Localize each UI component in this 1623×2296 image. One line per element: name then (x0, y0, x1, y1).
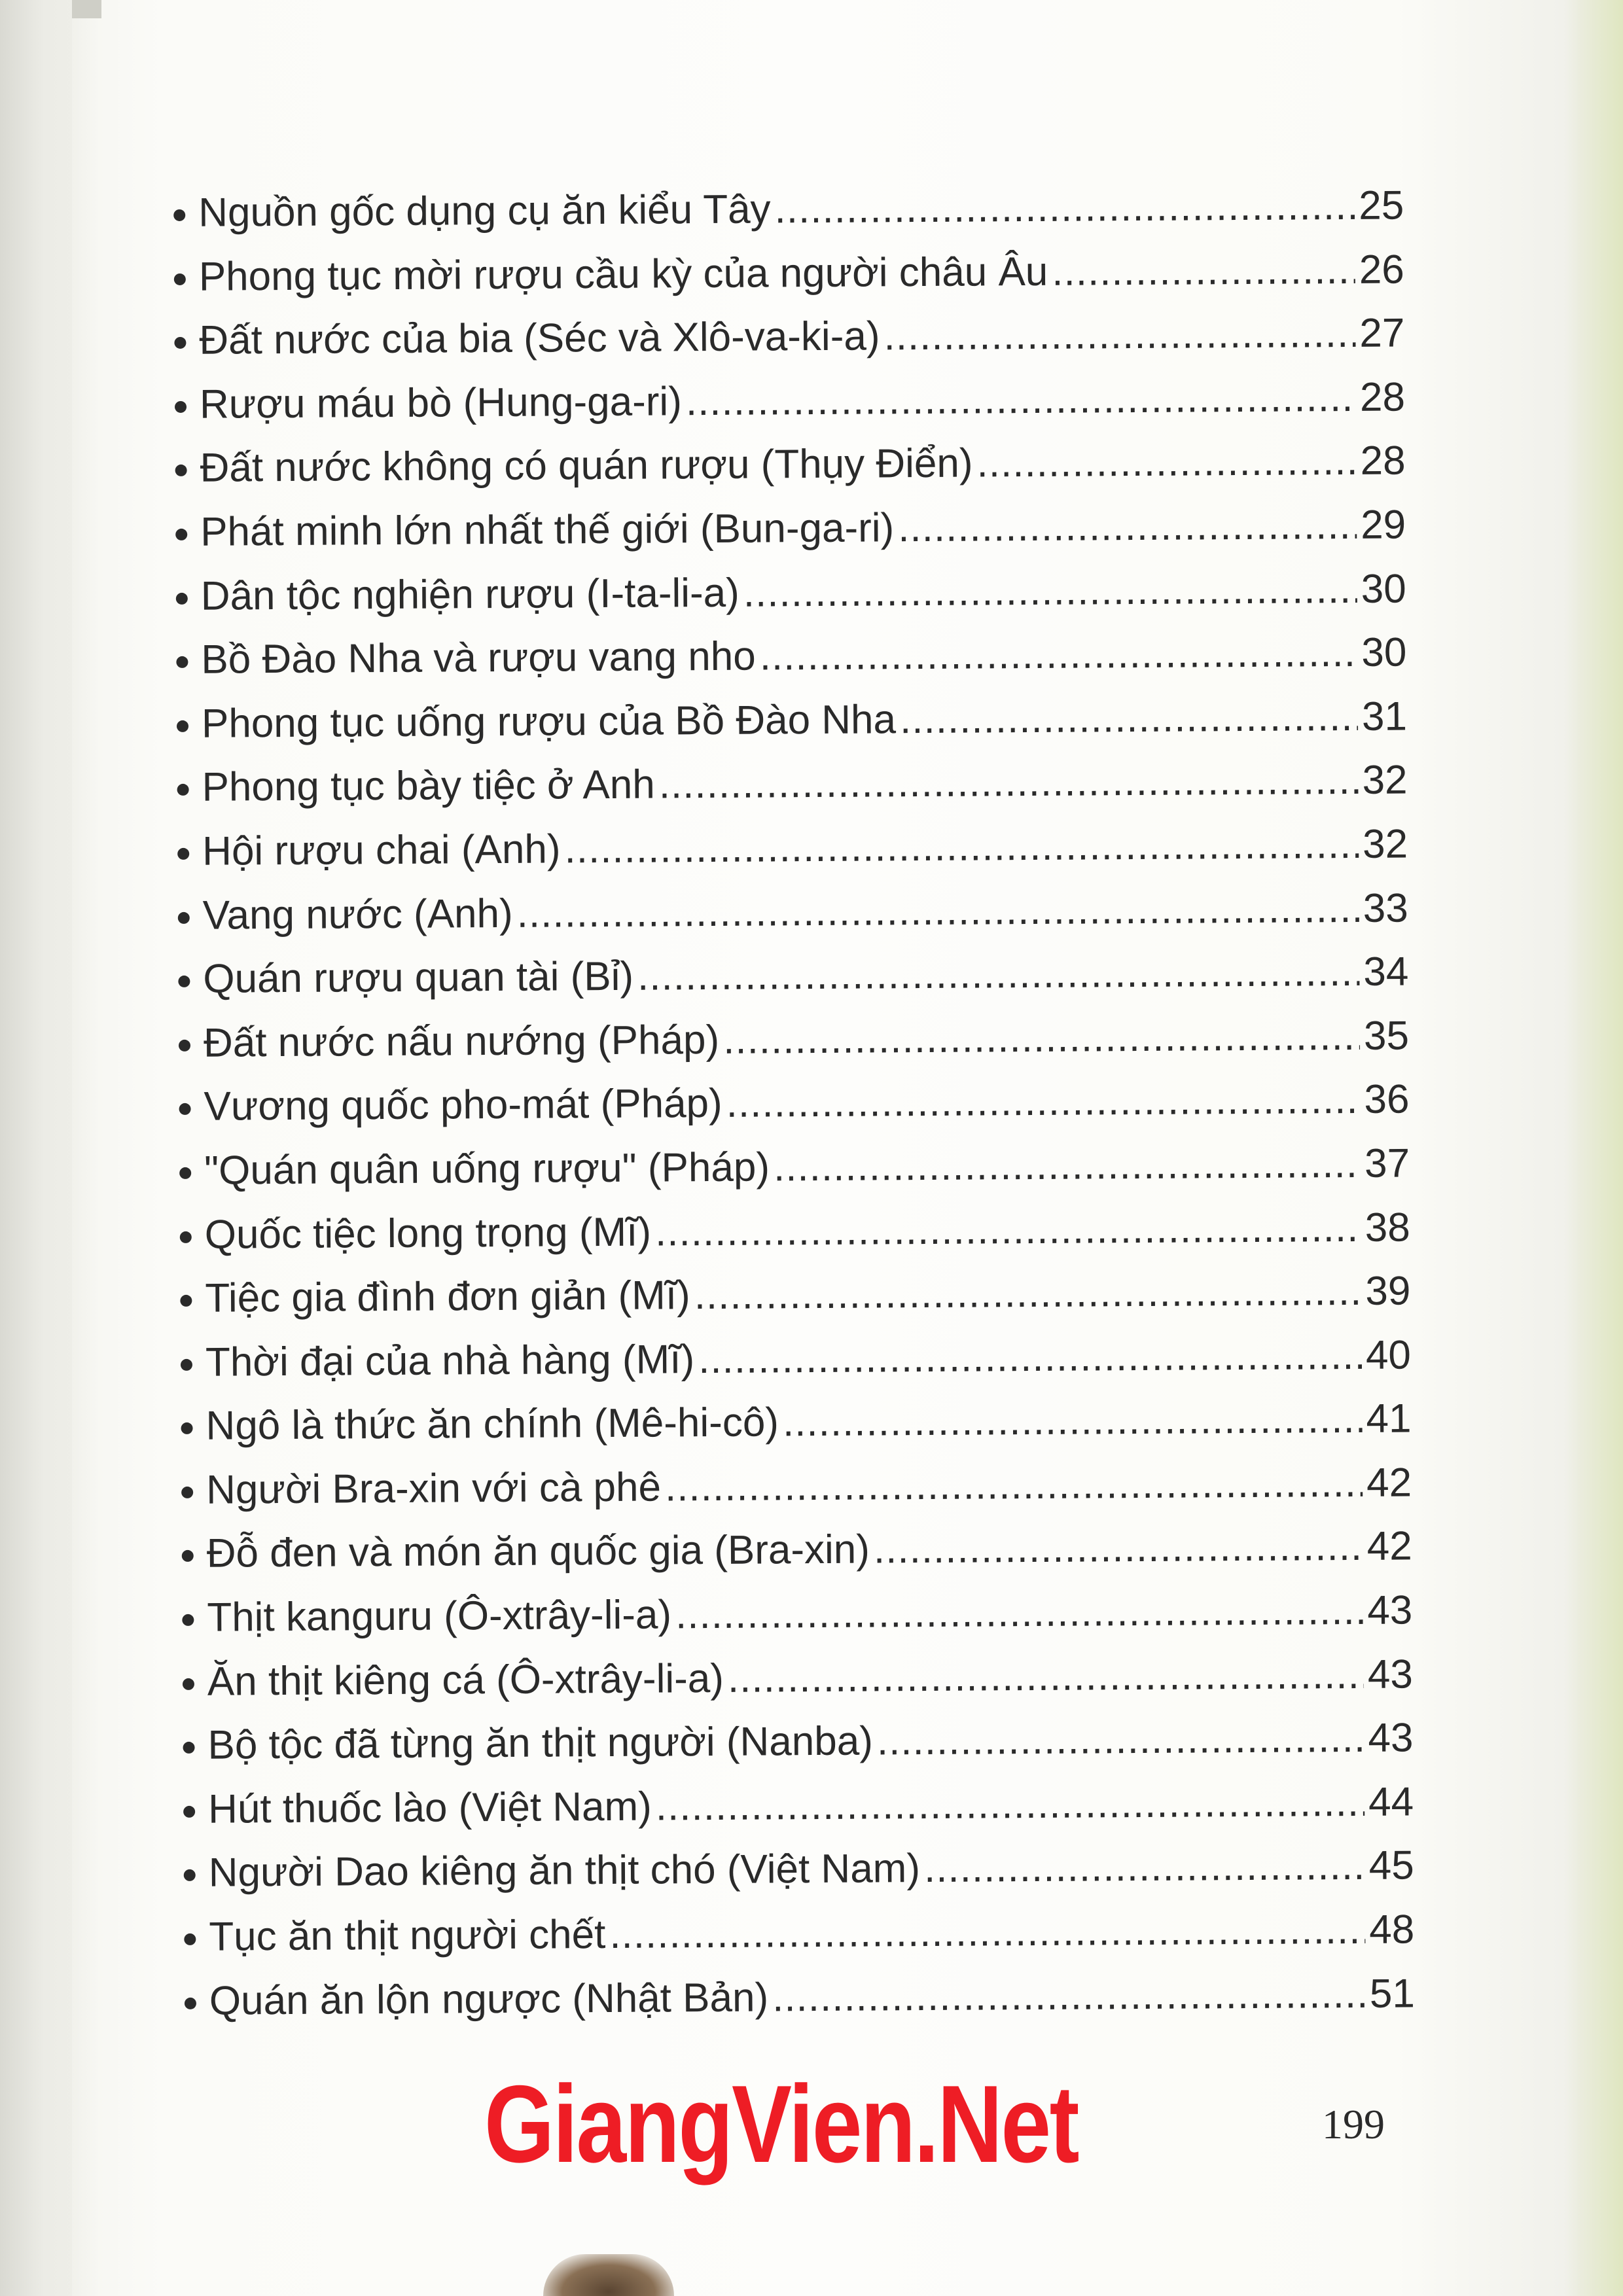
toc-entry-page: 38 (1364, 1204, 1410, 1250)
bullet-icon (174, 337, 186, 349)
page-corner-mark (72, 0, 101, 18)
toc-entry-title: Phát minh lớn nhất thế giới (Bun-ga-ri) (200, 505, 895, 555)
bullet-icon (177, 784, 189, 796)
toc-entry-page: 28 (1359, 374, 1406, 420)
bullet-icon (181, 1487, 193, 1498)
toc-entry (175, 438, 1406, 509)
toc-entry-title: Ngô là thức ăn chính (Mê-hi-cô) (205, 1400, 779, 1449)
bullet-icon (177, 720, 188, 732)
bullet-icon (181, 1359, 192, 1371)
toc-entry (181, 1396, 1412, 1467)
toc-entry-page: 36 (1364, 1076, 1410, 1123)
bullet-icon (175, 465, 187, 476)
bullet-icon (177, 848, 189, 860)
toc-entry-page: 27 (1359, 310, 1405, 357)
toc-entry-page: 26 (1359, 247, 1404, 292)
toc-entry-title: Tục ăn thịt người chết (209, 1912, 606, 1960)
toc-entry (183, 1778, 1414, 1850)
bullet-icon (184, 1934, 196, 1945)
bullet-icon (179, 1167, 191, 1179)
toc-entry (179, 1140, 1410, 1211)
toc-entry (179, 1012, 1410, 1084)
bullet-icon (183, 1678, 194, 1690)
toc-entry-title: Người Bra-xin với cà phê (205, 1464, 662, 1513)
toc-entry-page: 35 (1363, 1013, 1410, 1059)
toc-entry (180, 1268, 1411, 1339)
bullet-icon (182, 1614, 194, 1626)
bullet-icon (175, 401, 187, 413)
bullet-icon (180, 1295, 192, 1307)
dot-leader (774, 183, 1355, 232)
toc-entry (181, 1459, 1412, 1530)
toc-entry (173, 183, 1404, 254)
dot-leader (686, 374, 1357, 425)
toc-entry-page: 42 (1366, 1523, 1412, 1570)
dot-leader (665, 1460, 1363, 1511)
page-gutter-shadow (0, 0, 98, 2296)
toc-entry-title: Nguồn gốc dụng cụ ăn kiểu Tây (198, 186, 771, 236)
bullet-icon (176, 592, 188, 604)
toc-entry-page: 43 (1367, 1651, 1414, 1697)
toc-entry (175, 374, 1406, 445)
toc-entry (174, 246, 1405, 317)
dot-leader (898, 502, 1357, 551)
toc-entry-title: Đất nước của bia (Séc và Xlô-va-ki-a) (199, 313, 880, 363)
toc-entry-page: 45 (1368, 1843, 1414, 1889)
toc-entry-title: Quán ăn lộn ngược (Nhật Bản) (209, 1975, 769, 2024)
dot-leader (874, 1523, 1363, 1573)
toc-entry (184, 1843, 1415, 1914)
dot-leader (900, 694, 1358, 743)
dot-leader (564, 821, 1359, 872)
bullet-icon (182, 1550, 194, 1562)
bullet-icon (179, 1103, 191, 1115)
dot-leader (656, 1779, 1365, 1830)
dot-leader (774, 1140, 1361, 1190)
dot-leader (924, 1843, 1365, 1892)
bullet-icon (183, 1806, 195, 1818)
toc-entry-title: Bộ tộc đã từng ăn thịt người (Nanba) (207, 1718, 874, 1768)
dot-leader (728, 1651, 1364, 1702)
bullet-icon (178, 911, 190, 923)
dot-leader (694, 1268, 1361, 1318)
toc-entry-title: Rượu máu bò (Hung-ga-ri) (199, 379, 683, 427)
toc-entry (174, 310, 1405, 381)
dot-leader (726, 1076, 1360, 1127)
toc-entry-title: Vương quốc pho-mát (Pháp) (204, 1081, 722, 1130)
toc-entry-page: 30 (1361, 629, 1407, 676)
toc-entry-title: Phong tục mời rượu cầu kỳ của người châu Âu (198, 249, 1048, 300)
toc-entry (179, 1076, 1410, 1148)
toc-entry-page: 48 (1369, 1907, 1415, 1952)
toc-entry (183, 1715, 1414, 1786)
toc-entry-page: 41 (1366, 1396, 1412, 1442)
toc-entry-title: Ăn thịt kiêng cá (Ô-xtrây-li-a) (207, 1655, 724, 1704)
toc-entry (175, 501, 1406, 573)
dot-leader (655, 1204, 1361, 1255)
dot-leader (772, 1971, 1366, 2021)
dot-leader (675, 1587, 1364, 1638)
toc-entry-title: Đỗ đen và món ăn quốc gia (Bra-xin) (206, 1527, 870, 1577)
toc-entry-page: 44 (1368, 1779, 1414, 1825)
toc-entry-title: Thời đại của nhà hàng (Mĩ) (205, 1336, 695, 1385)
toc-entry-page: 32 (1362, 821, 1408, 867)
toc-entry (177, 757, 1408, 828)
toc-entry-page: 51 (1369, 1971, 1416, 2017)
dot-leader (698, 1332, 1362, 1383)
dot-leader (723, 1013, 1360, 1063)
dot-leader (637, 949, 1360, 1000)
toc-entry-title: Quán rượu quan tài (Bỉ) (203, 953, 634, 1002)
dot-leader (609, 1907, 1365, 1958)
toc-entry-title: Đất nước nấu nướng (Pháp) (203, 1017, 720, 1066)
bullet-icon (174, 273, 186, 285)
toc-entry-page: 39 (1365, 1268, 1411, 1314)
bullet-icon (185, 1997, 196, 2009)
dot-leader (783, 1396, 1363, 1445)
bullet-icon (181, 1422, 193, 1434)
dot-leader (877, 1715, 1364, 1765)
bullet-icon (176, 656, 188, 668)
dot-leader (658, 757, 1358, 808)
toc-entry-title: Dân tộc nghiện rượu (I-ta-li-a) (200, 570, 740, 619)
toc-entry-page: 30 (1361, 566, 1406, 612)
toc-entry-title: Bồ Đào Nha và rượu vang nho (201, 633, 756, 682)
dot-leader (516, 885, 1359, 936)
page-number: 199 (1322, 2101, 1385, 2147)
bullet-icon (184, 1869, 196, 1881)
bullet-icon (178, 976, 190, 987)
toc-entry-page: 42 (1366, 1460, 1412, 1506)
toc-entry-page: 25 (1359, 183, 1404, 228)
toc-entry-page: 37 (1364, 1140, 1410, 1186)
dot-leader (883, 310, 1355, 359)
toc-entry-page: 43 (1367, 1587, 1413, 1633)
toc-entry-title: "Quán quân uống rượu" (Pháp) (204, 1144, 770, 1193)
watermark: GiangVien.Net (484, 2062, 1079, 2185)
toc-entry-title: Phong tục uống rượu của Bồ Đào Nha (201, 697, 897, 747)
toc-entry (181, 1332, 1412, 1403)
bullet-icon (180, 1231, 192, 1243)
toc-entry-page: 29 (1360, 502, 1406, 548)
toc-entry-page: 33 (1363, 885, 1408, 931)
bullet-icon (173, 209, 185, 221)
dot-leader (1052, 247, 1355, 295)
toc-entry (183, 1651, 1414, 1722)
toc-entry-title: Thịt kanguru (Ô-xtrây-li-a) (207, 1592, 672, 1640)
toc-entry-page: 32 (1362, 757, 1408, 804)
toc-entry-page: 34 (1363, 949, 1409, 995)
toc-entry (177, 693, 1408, 764)
toc-entry-page: 40 (1365, 1332, 1412, 1378)
toc-entry-title: Người Dao kiêng ăn thịt chó (Việt Nam) (208, 1846, 921, 1896)
toc-entry-page: 31 (1361, 694, 1408, 739)
toc-entry-title: Phong tục bày tiệc ở Anh (202, 762, 655, 811)
toc-entry (180, 1204, 1411, 1275)
dot-leader (759, 629, 1357, 680)
toc-entry-title: Tiệc gia đình đơn giản (Mĩ) (205, 1273, 690, 1321)
toc-entry (182, 1523, 1413, 1595)
toc-entry (176, 629, 1407, 701)
page-right-edge (1564, 0, 1623, 2296)
toc-entry-title: Hút thuốc lào (Việt Nam) (207, 1784, 652, 1832)
toc-entry (178, 949, 1409, 1020)
table-of-contents (173, 183, 1415, 2042)
toc-entry-title: Vang nước (Anh) (202, 891, 513, 938)
toc-entry-title: Quốc tiệc long trọng (Mĩ) (204, 1209, 652, 1258)
toc-entry (182, 1587, 1413, 1659)
toc-entry (176, 565, 1407, 637)
dot-leader (976, 438, 1356, 487)
toc-entry (178, 885, 1409, 956)
toc-entry (177, 821, 1408, 892)
toc-entry-page: 28 (1360, 438, 1406, 484)
toc-entry-title: Hội rượu chai (Anh) (202, 826, 561, 874)
bullet-icon (175, 529, 187, 540)
toc-entry-page: 43 (1368, 1715, 1414, 1761)
toc-entry (184, 1906, 1415, 1977)
toc-entry (185, 1970, 1416, 2041)
thumb-shadow (543, 2254, 674, 2296)
bullet-icon (179, 1040, 190, 1051)
toc-entry-title: Đất nước không có quán rượu (Thụy Điển) (200, 440, 973, 491)
bullet-icon (183, 1742, 194, 1754)
dot-leader (743, 566, 1357, 616)
